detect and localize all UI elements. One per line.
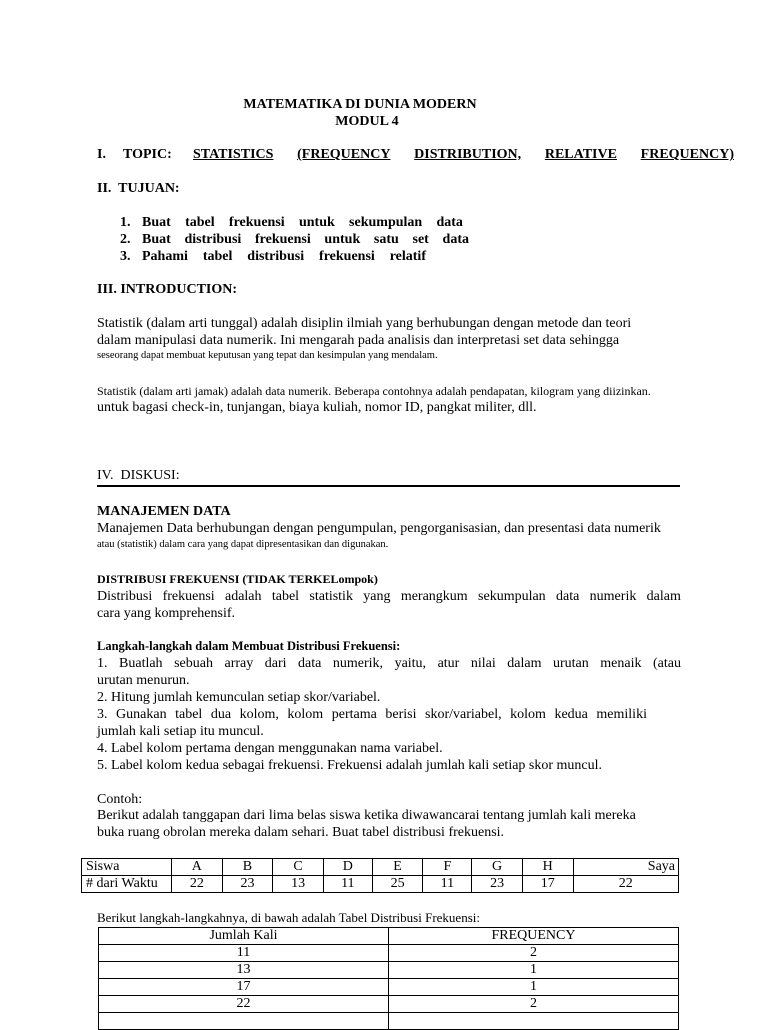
word: frekuensi bbox=[254, 232, 311, 247]
word: merangkum bbox=[400, 589, 468, 604]
table-cell: F bbox=[423, 859, 472, 876]
data-management-text: Manajemen Data berhubungan dengan pengumpulan, pengorganisasian, dan presentasi data numerik bbox=[97, 521, 661, 536]
word: dua bbox=[210, 707, 232, 722]
table-cell: 17 bbox=[522, 876, 573, 893]
word: sekumpulan bbox=[349, 215, 423, 230]
step-2: 2. Hitung jumlah kemunculan setiap skor/variabel. bbox=[97, 690, 381, 705]
table-row bbox=[99, 979, 679, 996]
word: atur bbox=[437, 656, 460, 671]
table-cell: 1 bbox=[389, 979, 679, 996]
table-cell: 11 bbox=[99, 945, 389, 962]
table-cell bbox=[389, 1013, 679, 1030]
table-cell bbox=[99, 1013, 389, 1030]
table-row bbox=[82, 876, 679, 893]
word: array bbox=[224, 656, 254, 671]
word: sekumpulan bbox=[478, 589, 546, 604]
intro-paragraph-1: dalam manipulasi data numerik. Ini mengarah pada analisis dan interpretasi set data sehingga bbox=[97, 333, 620, 348]
table-header-cell: Siswa bbox=[82, 859, 172, 876]
word: kolom, bbox=[239, 707, 279, 722]
step-4: 4. Label kolom pertama dengan menggunakan nama variabel. bbox=[97, 741, 443, 756]
tujuan-heading: II. TUJUAN: bbox=[97, 181, 180, 196]
table-cell: Saya bbox=[573, 859, 678, 876]
word: tabel bbox=[185, 215, 215, 230]
table-header-cell: # dari Waktu bbox=[82, 876, 172, 893]
word: Pahami bbox=[142, 249, 188, 264]
table-cell: 22 bbox=[573, 876, 678, 893]
word: adalah bbox=[224, 589, 262, 604]
table-cell: A bbox=[172, 859, 223, 876]
word: 3. bbox=[97, 707, 108, 722]
intro-paragraph-2: Statistik (dalam arti jamak) adalah data numerik. Beberapa contohnya adalah pendapatan, kilogram yang diizinkan. bbox=[97, 384, 651, 398]
word: tabel bbox=[271, 589, 300, 604]
frequency-distribution-text bbox=[97, 589, 681, 605]
tujuan-item-2-text bbox=[142, 232, 469, 248]
step-1: urutan menurun. bbox=[97, 673, 190, 688]
step-1 bbox=[97, 656, 681, 672]
tujuan-item-2 bbox=[120, 232, 131, 248]
word: Gunakan bbox=[116, 707, 167, 722]
document-title: MATEMATIKA DI DUNIA MODERN bbox=[243, 97, 477, 112]
word: sebuah bbox=[174, 656, 213, 671]
tujuan-item-3-text bbox=[142, 249, 426, 265]
tujuan-item-1-text bbox=[142, 215, 463, 231]
word: urutan bbox=[553, 656, 589, 671]
table-cell: C bbox=[273, 859, 324, 876]
data-management-text: atau (statistik) dalam cara yang dapat dipresentasikan dan digunakan. bbox=[97, 539, 389, 550]
table-cell: B bbox=[222, 859, 273, 876]
topic-label: TOPIC: bbox=[123, 147, 172, 162]
word: data bbox=[556, 589, 580, 604]
table-cell: G bbox=[472, 859, 523, 876]
word: Buatlah bbox=[119, 656, 163, 671]
topic-word: STATISTICS bbox=[193, 147, 274, 162]
word: tabel bbox=[202, 249, 233, 264]
tujuan-item-number: 1. bbox=[120, 215, 131, 230]
word: 1. bbox=[97, 656, 108, 671]
frequency-distribution-heading: DISTRIBUSI FREKUENSI (TIDAK TERKELompok) bbox=[97, 572, 378, 586]
frequency-table-intro: Berikut langkah-langkahnya, di bawah adalah Tabel Distribusi Frekuensi: bbox=[97, 910, 480, 925]
word: data bbox=[442, 232, 469, 247]
step-3 bbox=[97, 707, 647, 723]
word: Buat bbox=[142, 215, 171, 230]
frequency-distribution-table bbox=[98, 927, 679, 1030]
topic-word: RELATIVE bbox=[544, 147, 617, 162]
word: frekuensi bbox=[162, 589, 215, 604]
word: nilai bbox=[470, 656, 496, 671]
table-cell: 23 bbox=[472, 876, 523, 893]
word: distribusi bbox=[184, 232, 242, 247]
tujuan-item-3 bbox=[120, 249, 131, 265]
table-cell: H bbox=[522, 859, 573, 876]
intro-paragraph-2: untuk bagasi check-in, tunjangan, biaya kuliah, nomor ID, pangkat militer, dll. bbox=[97, 400, 537, 415]
example-text: buka ruang obrolan mereka dalam sehari. Buat tabel distribusi frekuensi. bbox=[97, 825, 505, 840]
table-row bbox=[99, 962, 679, 979]
word: skor/variabel, bbox=[425, 707, 502, 722]
word: menaik bbox=[600, 656, 642, 671]
word: tabel bbox=[175, 707, 203, 722]
table-header-cell: FREQUENCY bbox=[389, 928, 679, 945]
word: berisi bbox=[385, 707, 417, 722]
table-cell: D bbox=[323, 859, 372, 876]
table-cell: 1 bbox=[389, 962, 679, 979]
table-cell: 13 bbox=[99, 962, 389, 979]
word: frekuensi bbox=[319, 249, 375, 264]
topic-word: DISTRIBUTION, bbox=[414, 147, 522, 162]
word: yang bbox=[363, 589, 391, 604]
table-cell: 17 bbox=[99, 979, 389, 996]
word: yaitu, bbox=[394, 656, 427, 671]
word: untuk bbox=[324, 232, 361, 247]
tujuan-item-number: 3. bbox=[120, 249, 131, 264]
word: satu bbox=[373, 232, 399, 247]
word: Buat bbox=[142, 232, 171, 247]
table-header-cell: Jumlah Kali bbox=[99, 928, 389, 945]
step-5: 5. Label kolom kedua sebagai frekuensi. Frekuensi adalah jumlah kali setiap skor muncul. bbox=[97, 758, 603, 773]
table-cell: 22 bbox=[99, 996, 389, 1013]
table-row bbox=[82, 859, 679, 876]
word: frekuensi bbox=[228, 215, 285, 230]
example-text: Berikut adalah tanggapan dari lima belas siswa ketika diwawancarai tentang jumlah kali mereka bbox=[97, 808, 636, 823]
topic-word: FREQUENCY) bbox=[640, 147, 734, 162]
table-cell: 25 bbox=[372, 876, 423, 893]
word: data bbox=[298, 656, 322, 671]
word: statistik bbox=[309, 589, 353, 604]
table-cell: 23 bbox=[222, 876, 273, 893]
table-row bbox=[99, 928, 679, 945]
word: data bbox=[436, 215, 463, 230]
word: set bbox=[412, 232, 429, 247]
example-label: Contoh: bbox=[97, 792, 143, 807]
word: memiliki bbox=[596, 707, 647, 722]
word: dalam bbox=[646, 589, 681, 604]
word: distribusi bbox=[247, 249, 305, 264]
tujuan-item-number: 2. bbox=[120, 232, 131, 247]
topic-number: I. bbox=[97, 147, 106, 162]
module-label: MODUL 4 bbox=[335, 114, 399, 129]
section-divider bbox=[97, 485, 680, 487]
word: dari bbox=[264, 656, 287, 671]
table-cell: 2 bbox=[389, 945, 679, 962]
word: numerik bbox=[589, 589, 637, 604]
intro-paragraph-1: seseorang dapat membuat keputusan yang tepat dan kesimpulan yang mendalam. bbox=[97, 350, 438, 361]
word: Distribusi bbox=[97, 589, 153, 604]
word: dalam bbox=[507, 656, 542, 671]
word: kolom bbox=[510, 707, 546, 722]
word: kolom bbox=[287, 707, 324, 722]
word: untuk bbox=[298, 215, 335, 230]
table-row bbox=[99, 1013, 679, 1030]
table-row bbox=[99, 996, 679, 1013]
step-3: jumlah kali setiap itu muncul. bbox=[97, 724, 264, 739]
table-row bbox=[99, 945, 679, 962]
word: relatif bbox=[389, 249, 426, 264]
word: pertama bbox=[331, 707, 377, 722]
student-responses-table bbox=[81, 858, 679, 893]
table-cell: 13 bbox=[273, 876, 324, 893]
topic-word: (FREQUENCY bbox=[297, 147, 391, 162]
table-cell: 2 bbox=[389, 996, 679, 1013]
topic-title bbox=[181, 147, 734, 163]
table-cell: 11 bbox=[323, 876, 372, 893]
frequency-distribution-text: cara yang komprehensif. bbox=[97, 606, 235, 621]
word: numerik, bbox=[332, 656, 384, 671]
data-management-heading: MANAJEMEN DATA bbox=[97, 504, 231, 519]
word: (atau bbox=[653, 656, 681, 671]
diskusi-heading: IV. DISKUSI: bbox=[97, 468, 180, 483]
intro-heading: III. INTRODUCTION: bbox=[97, 282, 238, 297]
intro-paragraph-1: Statistik (dalam arti tunggal) adalah disiplin ilmiah yang berhubungan dengan metode dan teori bbox=[97, 316, 632, 331]
table-cell: 11 bbox=[423, 876, 472, 893]
word: kedua bbox=[554, 707, 588, 722]
steps-heading: Langkah-langkah dalam Membuat Distribusi Frekuensi: bbox=[97, 639, 401, 653]
table-cell: 22 bbox=[172, 876, 223, 893]
table-cell: E bbox=[372, 859, 423, 876]
tujuan-item-1 bbox=[120, 215, 131, 231]
